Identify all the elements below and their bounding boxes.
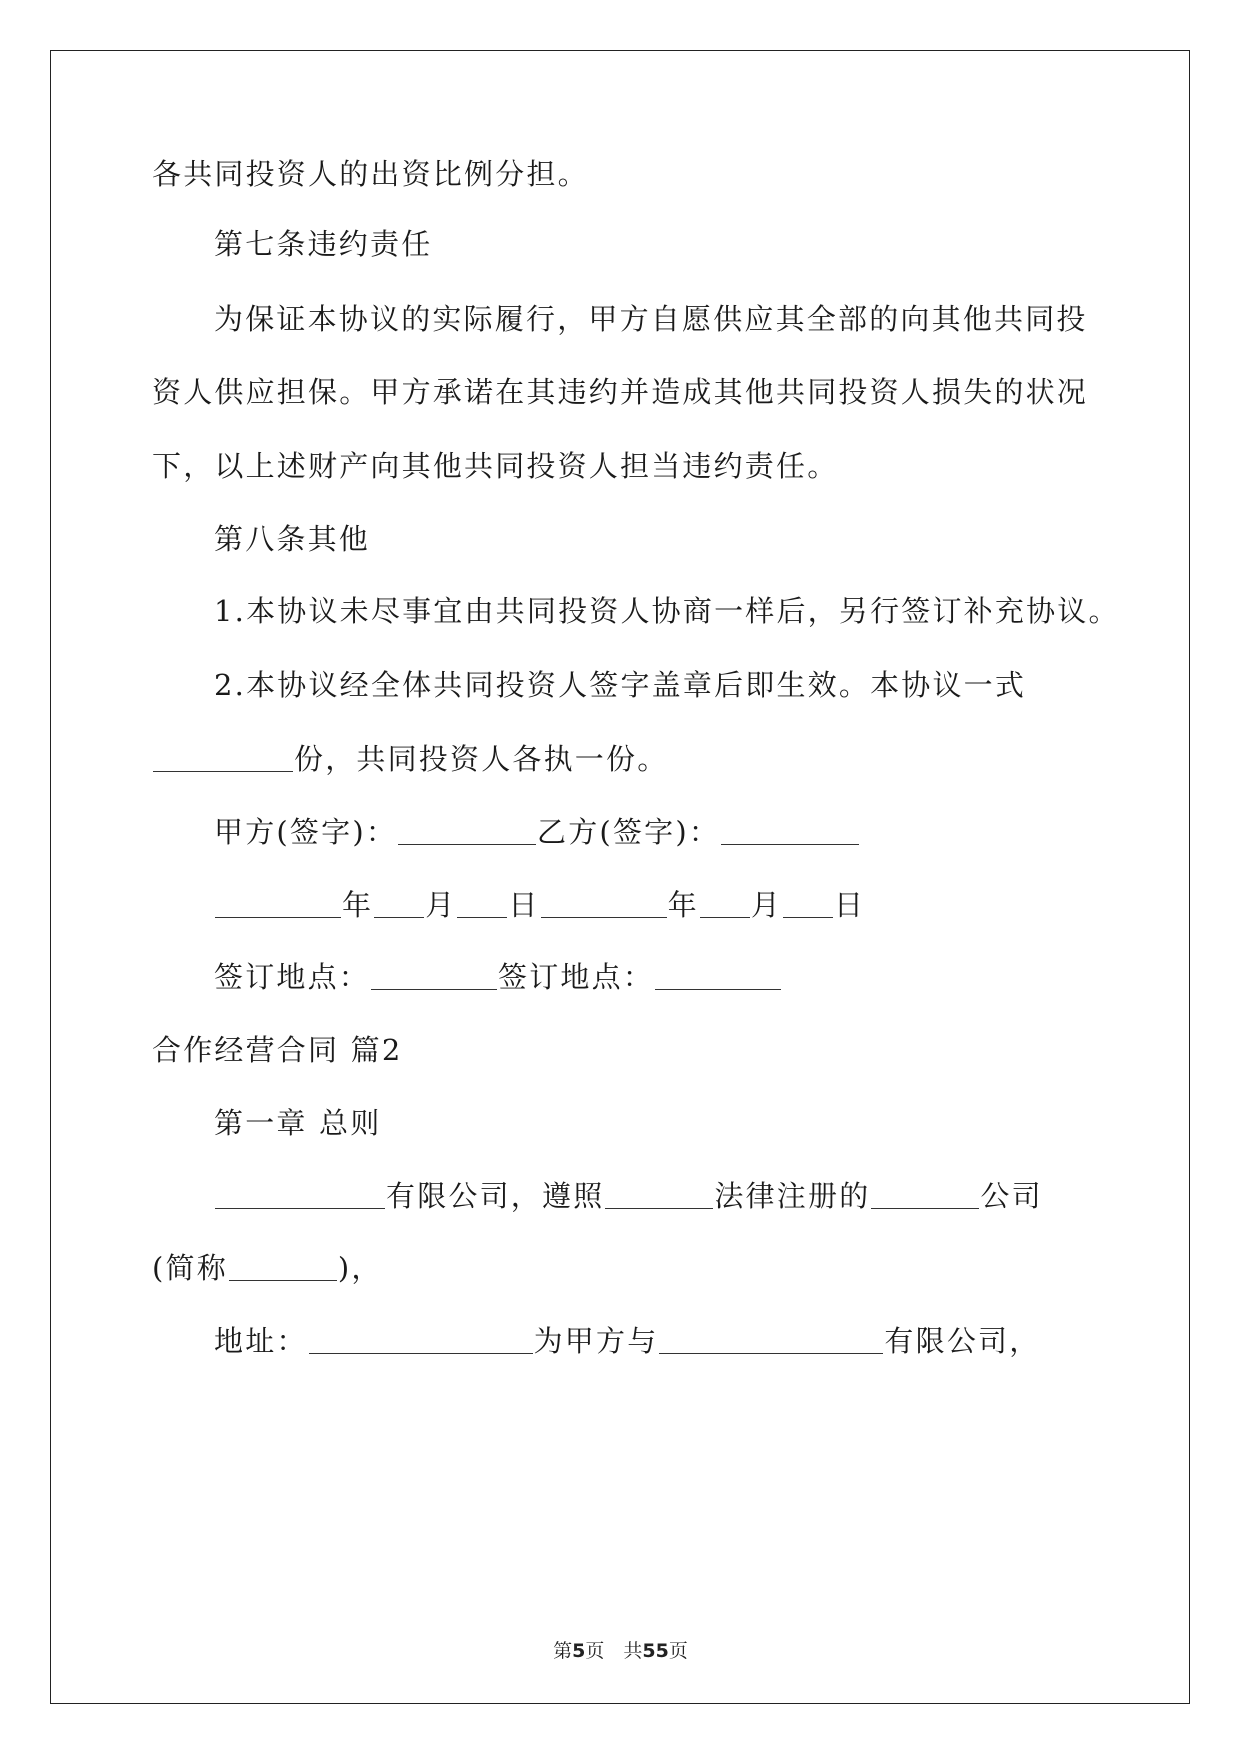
article-heading: 第八条其他 — [214, 522, 371, 556]
text-fragment: 为甲方与 — [533, 1324, 659, 1358]
text-fragment: (简称 — [152, 1251, 228, 1285]
location-line — [214, 960, 782, 994]
month-label: 月 — [750, 888, 783, 922]
section-title: 合作经营合同 篇2 — [152, 1033, 403, 1067]
footer-prefix: 第 — [553, 1640, 573, 1662]
party-a-signature-label: 甲方(签字)： — [214, 815, 398, 849]
fill-blank — [374, 915, 424, 918]
text-line — [214, 1179, 1043, 1213]
fill-blank — [700, 915, 750, 918]
address-label: 地址： — [214, 1324, 308, 1358]
fill-blank — [659, 1351, 883, 1354]
fill-blank — [215, 1206, 385, 1209]
article-heading: 第七条违约责任 — [214, 227, 433, 261]
text-fragment: 份，共同投资人各执一份。 — [294, 742, 669, 776]
year-label: 年 — [342, 888, 374, 922]
text-line — [152, 742, 669, 776]
text-line: 1.本协议未尽事宜由共同投资人协商一样后，另行签订补充协议。 — [214, 594, 1120, 628]
text-fragment: )， — [337, 1251, 383, 1285]
fill-blank — [605, 1206, 713, 1209]
fill-blank — [309, 1351, 533, 1354]
footer-middle: 页 共 — [585, 1640, 643, 1662]
fill-blank — [655, 987, 781, 990]
page-footer — [0, 1636, 1241, 1663]
month-label: 月 — [425, 888, 457, 922]
fill-blank — [398, 842, 536, 845]
date-line — [214, 888, 866, 922]
text-line: 资人供应担保。甲方承诺在其违约并造成其他共同投资人损失的状况 — [152, 375, 1089, 409]
fill-blank — [871, 1206, 979, 1209]
fill-blank — [371, 987, 497, 990]
text-line: 各共同投资人的出资比例分担。 — [152, 157, 589, 191]
text-line: 为保证本协议的实际履行，甲方自愿供应其全部的向其他共同投 — [214, 302, 1088, 336]
fill-blank — [783, 915, 833, 918]
signing-location-label: 签订地点： — [498, 960, 655, 994]
day-label: 日 — [834, 888, 866, 922]
fill-blank — [721, 842, 859, 845]
text-line: 下，以上述财产向其他共同投资人担当违约责任。 — [152, 449, 839, 483]
chapter-heading: 第一章 总则 — [214, 1106, 382, 1140]
day-label: 日 — [508, 888, 540, 922]
party-b-signature-label: 乙方(签字)： — [537, 815, 721, 849]
current-page-number: 5 — [572, 1640, 586, 1662]
fill-blank — [457, 915, 507, 918]
signature-line — [214, 815, 860, 849]
fill-blank — [153, 769, 293, 772]
page-border — [50, 50, 1190, 1704]
fill-blank — [541, 915, 667, 918]
text-fragment: 有限公司， — [884, 1324, 1041, 1358]
footer-suffix: 页 — [668, 1640, 688, 1662]
fill-blank — [229, 1278, 337, 1281]
text-line — [214, 1324, 1041, 1358]
total-page-count: 55 — [642, 1640, 669, 1662]
text-fragment: 有限公司，遵照 — [386, 1179, 605, 1213]
text-fragment: 法律注册的 — [714, 1179, 871, 1213]
fill-blank — [215, 915, 341, 918]
text-line: 2.本协议经全体共同投资人签字盖章后即生效。本协议一式 — [214, 668, 1027, 702]
signing-location-label: 签订地点： — [214, 960, 371, 994]
year-label: 年 — [667, 888, 699, 922]
text-fragment: 公司 — [980, 1179, 1043, 1213]
text-line — [152, 1251, 383, 1285]
